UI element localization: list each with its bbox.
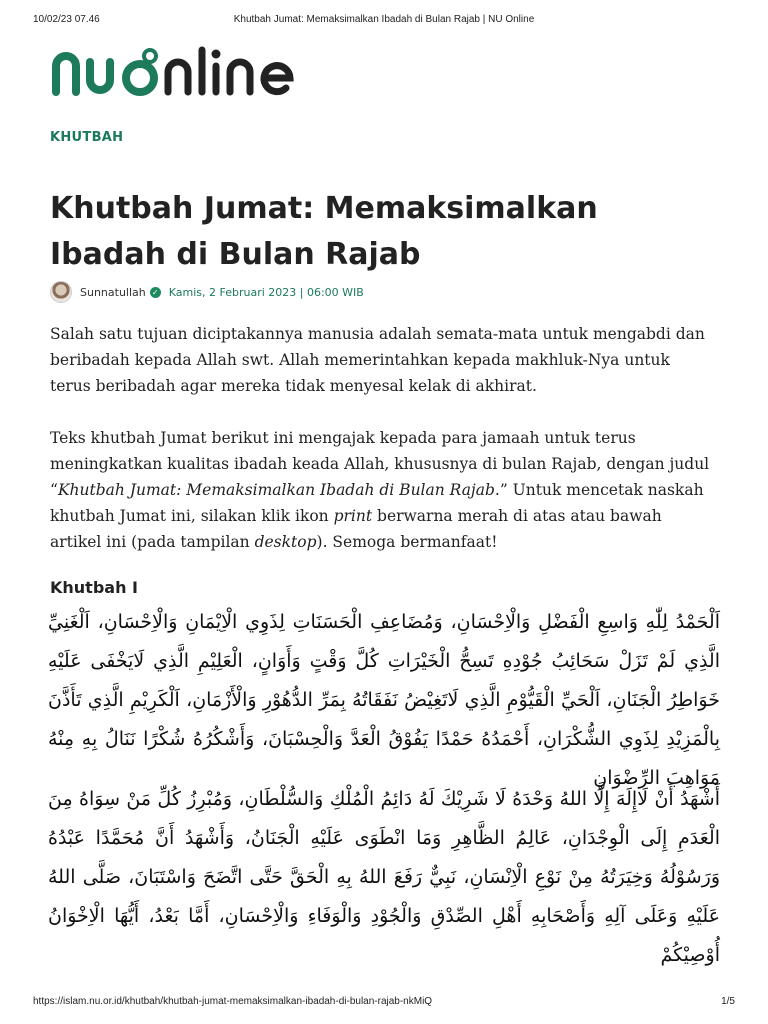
- print-page-title: Khutbah Jumat: Memaksimalkan Ibadah di Bulan Rajab | NU Online: [233, 14, 535, 25]
- khutbah-subheading: Khutbah I: [50, 578, 138, 597]
- paragraph-2-italic-title: Khutbah Jumat: Memaksimalkan Ibadah di Bulan Rajab: [57, 481, 495, 499]
- article-paragraph-2: [50, 425, 714, 555]
- paragraph-2-text-c: berwarna merah di atas atau bawah artikel ini (pada tampilan: [50, 507, 662, 551]
- author-name[interactable]: Sunnatullah: [80, 285, 146, 299]
- arabic-text-2: أَشْهَدُ أَنْ لَاإِلَهَ إِلَّا اللهُ وَحْدَهُ لَا شَرِيْكَ لَهُ دَائِمُ الْمُلْكِ وَالسُّلْطَانِ، وَمُبْرِزُ كُلِّ مَنْ سِوَاهُ مِنَ الْعَدَمِ إِلَى الْوِجْدَانِ، عَالِمُ الظَّاهِرِ وَمَا انْطَوَى عَلَيْهِ الْجَنَانُ، وَأَشْهَدُ أَنَّ مُحَمَّدًا عَبْدُهُ وَرَسُوْلُهُ وَخِيَرَتُهُ مِنْ نَوْعِ الْاِنْسَانِ، نَبِيٌّ رَفَعَ اللهُ بِهِ الْحَقَّ حَتَّى اتَّضَحَ وَاسْتَبَانَ، صَلَّى اللهُ عَلَيْهِ وَعَلَى آلِهِ وَأَصْحَابِهِ أَهْلِ الصِّدْقِ وَالْجُوْدِ وَالْوَفَاءِ وَالْاِحْسَانِ، أَمَّا بَعْدُ، أَيُّهَا الْاِخْوَانُ أُوْصِيْكُمْ: [48, 788, 720, 966]
- article-meta: [50, 281, 364, 303]
- verified-check-icon: ✓: [150, 287, 161, 298]
- category-label[interactable]: KHUTBAH: [50, 130, 124, 145]
- article-paragraph-1: Salah satu tujuan diciptakannya manusia adalah semata-mata untuk mengabdi dan beribadah kepada Allah swt. Allah memerintahkan kepada makhluk-Nya untuk terus beribadah agar mereka tidak menyesal kelak di akhirat.: [50, 325, 705, 395]
- print-header: [0, 14, 768, 30]
- print-footer: [0, 996, 768, 1012]
- nu-online-logo[interactable]: [50, 42, 310, 102]
- article-title: Khutbah Jumat: Memaksimalkan Ibadah di Bulan Rajab: [50, 191, 598, 272]
- paragraph-2-desktop-word: desktop: [254, 533, 317, 551]
- arabic-text-1: اَلْحَمْدُ لِلّٰهِ وَاسِعِ الْفَضْلِ وَالْاِحْسَانِ، وَمُضَاعِفِ الْحَسَنَاتِ لِذَوِي الْاِيْمَانِ وَالْاِحْسَانِ، اَلْغَنِيِّ الَّذِي لَمْ تَزَلْ سَحَائِبُ جُوْدِهِ تَسِحُّ الْخَيْرَاتِ كُلَّ وَقْتٍ وَأَوَانٍ، الْعَلِيْمِ الَّذِي لَايَخْفَى عَلَيْهِ خَوَاطِرُ الْجَنَانِ، اَلْحَيِّ الْقَيُّوْمِ الَّذِي لَاتَغِيْضُ نَفَقَاتُهُ بِمَرِّ الدُّهُوْرِ وَالْأَزْمَانِ، اَلْكَرِيْمِ الَّذِي تَأَذَّنَ بِالْمَزِيْدِ لِذَوِي الشُّكْرَانِ، أَحْمَدُهُ حَمْدًا يَفُوْقُ الْعَدَّ وَالْحِسْبَانَ، وَأَشْكُرُهُ شُكْرًا نَنَالُ بِهِ مِنْهُ مَوَاهِبَ الرِّضْوَانِ: [48, 611, 720, 789]
- paragraph-2-print-word: print: [333, 507, 373, 525]
- paragraph-2-text-d: ). Semoga bermanfaat!: [316, 533, 498, 551]
- publish-date: Kamis, 2 Februari 2023 | 06:00 WIB: [168, 285, 364, 299]
- print-datetime: 10/02/23 07.46: [33, 14, 100, 25]
- paragraph-2-text-b: .” Untuk mencetak naskah khutbah Jumat ini, silakan klik ikon: [50, 481, 704, 525]
- author-avatar[interactable]: [50, 281, 72, 303]
- print-url: https://islam.nu.or.id/khutbah/khutbah-jumat-memaksimalkan-ibadah-di-bulan-rajab-nkMiQ: [33, 996, 433, 1007]
- paragraph-2-text-a: Teks khutbah Jumat berikut ini mengajak kepada para jamaah untuk terus meningkatkan kualitas ibadah keada Allah, khususnya di bulan Rajab, dengan judul “: [50, 429, 710, 499]
- print-page-number: 1/5: [721, 996, 735, 1007]
